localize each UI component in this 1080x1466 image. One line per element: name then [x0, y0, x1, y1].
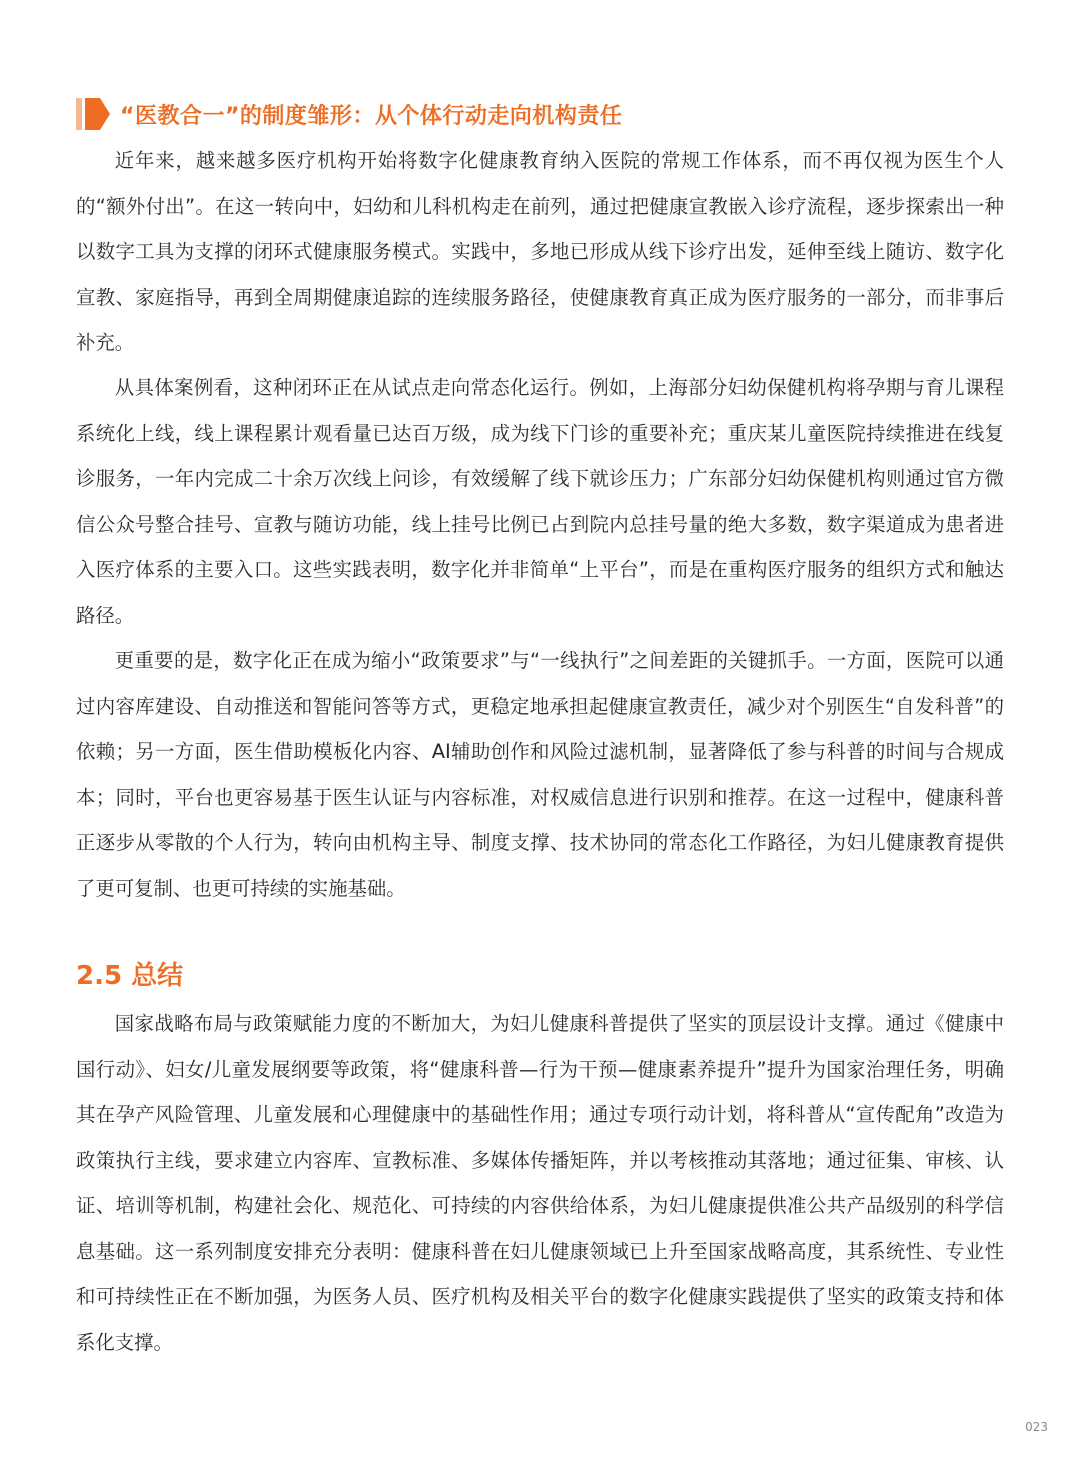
subsection-header	[76, 94, 622, 134]
subsection-title: “医教合一”的制度雏形：从个体行动走向机构责任	[120, 103, 623, 129]
body-paragraph-3: 更重要的是，数字化正在成为缩小“政策要求”与“一线执行”之间差距的关键抓手。一方面，医院可以通过内容库建设、自动推送和智能问答等方式，更稳定地承担起健康宣教责任，减少对个别医生“自发科普”的依赖；另一方面，医生借助模板化内容、AI辅助创作和风险过滤机制，显著降低了参与科普的时间与合规成本；同时，平台也更容易基于医生认证与内容标准，对权威信息进行识别和推荐。在这一过程中，健康科普正逐步从零散的个人行为，转向由机构主导、制度支撑、技术协同的常态化工作路径，为妇儿健康教育提供了更可复制、也更可持续的实施基础。	[76, 649, 1004, 900]
body-paragraph-1: 近年来，越来越多医疗机构开始将数字化健康教育纳入医院的常规工作体系，而不再仅视为医生个人的“额外付出”。在这一转向中，妇幼和儿科机构走在前列，通过把健康宣教嵌入诊疗流程，逐步探索出一种以数字工具为支撑的闭环式健康服务模式。实践中，多地已形成从线下诊疗出发，延伸至线上随访、数字化宣教、家庭指导，再到全周期健康追踪的连续服务路径，使健康教育真正成为医疗服务的一部分，而非事后补充。	[76, 149, 1004, 354]
summary-paragraph: 国家战略布局与政策赋能力度的不断加大，为妇儿健康科普提供了坚实的顶层设计支撑。通过《健康中国行动》、妇女/儿童发展纲要等政策，将“健康科普—行为干预—健康素养提升”提升为国家治理任务，明确其在孕产风险管理、儿童发展和心理健康中的基础性作用；通过专项行动计划，将科普从“宣传配角”改造为政策执行主线，要求建立内容库、宣教标准、多媒体传播矩阵，并以考核推动其落地；通过征集、审核、认证、培训等机制，构建社会化、规范化、可持续的内容供给体系，为妇儿健康提供准公共产品级别的科学信息基础。这一系列制度安排充分表明：健康科普在妇儿健康领域已上升至国家战略高度，其系统性、专业性和可持续性正在不断加强，为医务人员、医疗机构及相关平台的数字化健康实践提供了坚实的政策支持和体系化支撑。	[76, 1012, 1004, 1354]
body-paragraph-2: 从具体案例看，这种闭环正在从试点走向常态化运行。例如，上海部分妇幼保健机构将孕期与育儿课程系统化上线，线上课程累计观看量已达百万级，成为线下门诊的重要补充；重庆某儿童医院持续推进在线复诊服务，一年内完成二十余万次线上问诊，有效缓解了线下就诊压力；广东部分妇幼保健机构则通过官方微信公众号整合挂号、宣教与随访功能，线上挂号比例已占到院内总挂号量的绝大多数，数字渠道成为患者进入医疗体系的主要入口。这些实践表明，数字化并非简单“上平台”，而是在重构医疗服务的组织方式和触达路径。	[76, 376, 1004, 627]
page-number: 023	[1025, 1420, 1048, 1434]
section-heading: 2.5 总结	[76, 961, 184, 991]
subsection-marker-icon	[76, 98, 112, 130]
